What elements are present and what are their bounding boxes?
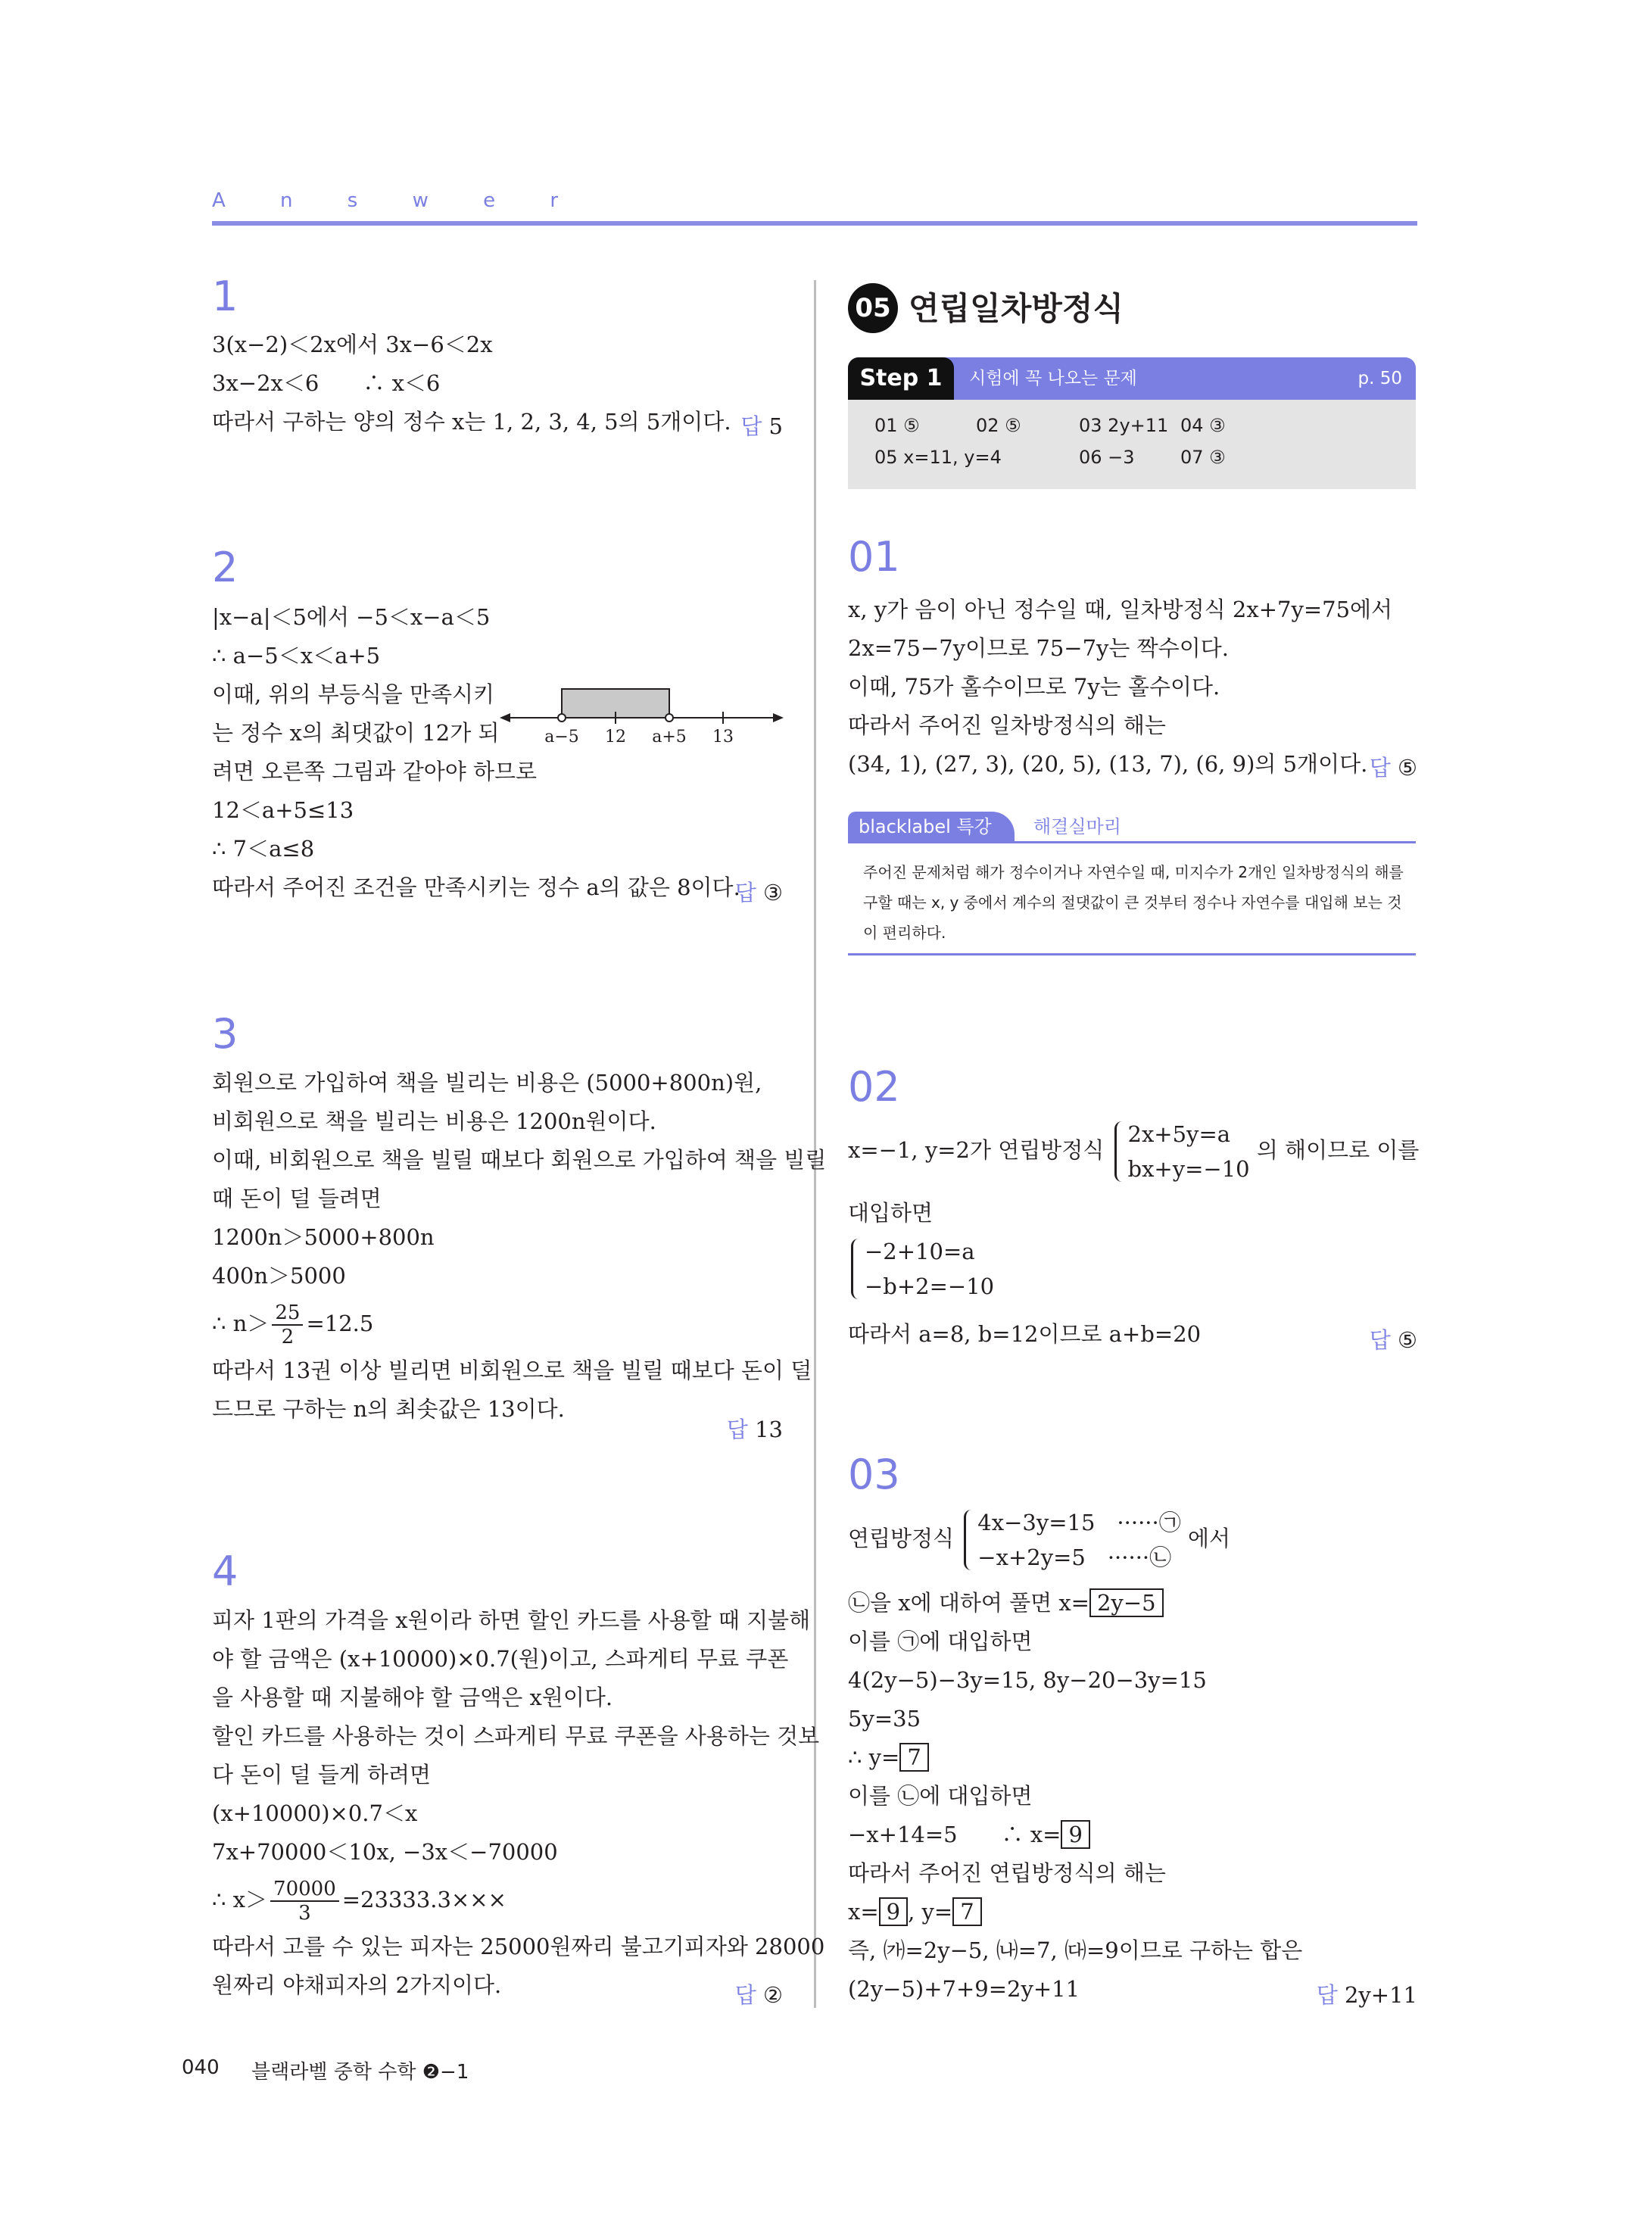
q3-line: 따라서 13권 이상 빌리면 비회원으로 책을 빌릴 때보다 돈이 덜 (212, 1358, 812, 1383)
p03-line: 5y=35 (848, 1706, 921, 1732)
q3-frac-denominator: 2 (281, 1326, 295, 1348)
p03-eq2: −x+2y=5 ······㉡ (977, 1545, 1172, 1570)
label-12: 12 (605, 728, 626, 746)
q4-line: 야 할 금액은 (x+10000)×0.7(원)이고, 스파게티 무료 쿠폰 (212, 1646, 789, 1672)
q4-frac-suffix: =23333.3××× (341, 1887, 507, 1912)
answer-value: ⑤ (1398, 755, 1417, 781)
question-number-1: 1 (212, 273, 238, 320)
q2-line: ∴ 7＜a≤8 (212, 836, 315, 862)
step-label: 시험에 꼭 나오는 문제 (969, 369, 1137, 388)
p03-line: 즉, ㈎=2y−5, ㈏=7, ㈐=9이므로 구하는 합은 (848, 1937, 1303, 1963)
blacklabel-text (863, 857, 1408, 948)
page-number: 040 (182, 2056, 220, 2079)
q2-solution (212, 598, 740, 907)
p03-line (848, 1738, 1302, 1777)
answer-key: 답 (1369, 1327, 1391, 1353)
q3-frac-numerator: 25 (272, 1301, 303, 1326)
answer-key: 답 (734, 880, 756, 906)
q3-line: 1200n＞5000+800n (212, 1224, 435, 1250)
p03-answer (1317, 1978, 1417, 2009)
p03-blank-3: 9 (1061, 1820, 1089, 1849)
p03-line: 따라서 주어진 연립방정식의 해는 (848, 1860, 1166, 1886)
q2-line: 려면 오른쪽 그림과 같아야 하므로 (212, 759, 538, 784)
q3-fraction-line (212, 1295, 826, 1351)
p02-pre: x=−1, y=2가 연립방정식 (848, 1137, 1105, 1163)
q3-line: 드므로 구하는 n의 최솟값은 13이다. (212, 1396, 565, 1422)
blacklabel-line: 주어진 문제처럼 해가 정수이거나 자연수일 때, 미지수가 2개인 일차방정식의 해를 (863, 863, 1404, 881)
p03-l1-text: ㉡을 x에 대하여 풀면 x= (848, 1590, 1089, 1616)
question-number-2: 2 (212, 544, 238, 591)
p01-answer (1370, 751, 1417, 782)
step-tab: Step 1 (848, 357, 954, 400)
p02-conclusion (848, 1315, 1201, 1354)
problem-number-03: 03 (848, 1451, 900, 1498)
p03-blank-4: 9 (879, 1897, 908, 1926)
answer-value: ⑤ (1398, 1327, 1417, 1353)
blacklabel-line: 구할 때는 x, y 중에서 계수의 절댓값이 큰 것부터 정수나 자연수를 대입해 보는 것 (863, 893, 1402, 912)
q4-solution (212, 1601, 824, 2005)
q4-fraction (270, 1878, 339, 1925)
p01-line: (34, 1), (27, 3), (20, 5), (13, 7), (6, 9)의 5개이다. (848, 751, 1368, 777)
q1-line: 3x−2x＜6 ∴ x＜6 (212, 370, 441, 396)
answer-key: 답 (734, 1982, 756, 2008)
answer-key: 답 (726, 1417, 748, 1442)
question-number-3: 3 (212, 1010, 238, 1058)
answer-value: ③ (763, 880, 783, 906)
blacklabel-bottom-rule (848, 953, 1416, 955)
q4-line: 을 사용할 때 지불해야 할 금액은 x원이다. (212, 1685, 613, 1710)
section-number-badge: 05 (848, 283, 898, 333)
p03-line (848, 1816, 1302, 1854)
right-arrow-icon (773, 713, 784, 722)
p01-line: 이때, 75가 홀수이므로 7y는 홀수이다. (848, 674, 1220, 700)
q2-line: 는 정수 x의 최댓값이 12가 되 (212, 720, 500, 746)
step-answer: 06 −3 (1079, 447, 1135, 468)
blacklabel-top-rule (848, 841, 1416, 843)
q4-line: 원짜리 야채피자의 2가지이다. (212, 1972, 502, 1998)
left-arrow-icon (500, 713, 510, 722)
q3-frac-suffix: =12.5 (306, 1311, 374, 1336)
q1-answer (740, 410, 783, 441)
q1-line: 따라서 구하는 양의 정수 x는 1, 2, 3, 4, 5의 5개이다. (212, 409, 731, 435)
p03-line: 이를 ㉠에 대입하면 (848, 1629, 1033, 1654)
q4-fraction-line (212, 1872, 824, 1928)
q4-line: 할인 카드를 사용하는 것이 스파게티 무료 쿠폰을 사용하는 것보 (212, 1723, 820, 1749)
q3-line: 회원으로 가입하여 책을 빌리는 비용은 (5000+800n)원, (212, 1070, 762, 1096)
p02-line: 대입하면 (848, 1200, 934, 1226)
q4-frac-prefix: ∴ x＞ (212, 1887, 268, 1912)
p03-system (961, 1505, 1180, 1575)
answer-value: ② (763, 1982, 783, 2008)
q3-answer (727, 1413, 783, 1444)
p02-post: 의 해이므로 이를 (1256, 1137, 1420, 1163)
q3-solution (212, 1064, 826, 1429)
q1-line: 3(x−2)＜2x에서 3x−6＜2x (212, 332, 493, 357)
label-13: 13 (712, 728, 734, 746)
p01-line: 따라서 주어진 일차방정식의 해는 (848, 712, 1166, 738)
q2-line: 이때, 위의 부등식을 만족시키 (212, 681, 495, 707)
answer-value: 2y+11 (1344, 1982, 1417, 2008)
p03-line: 4(2y−5)−3y=15, 8y−20−3y=15 (848, 1667, 1207, 1693)
step-answer: 07 ③ (1180, 447, 1226, 468)
q3-frac-prefix: ∴ n＞ (212, 1311, 270, 1336)
p03-solution (848, 1584, 1302, 2009)
p03-line: 이를 ㉡에 대입하면 (848, 1783, 1033, 1809)
q1-solution (212, 326, 731, 441)
blacklabel-tag: blacklabel 특강 (848, 812, 1015, 842)
number-line-figure (500, 678, 787, 746)
problem-number-01: 01 (848, 533, 900, 581)
q2-line: |x−a|＜5에서 −5＜x−a＜5 (212, 604, 491, 630)
p02-eq2: bx+y=−10 (1127, 1156, 1250, 1182)
p02-eq1: 2x+5y=a (1127, 1121, 1231, 1147)
q4-line: 7x+70000＜10x, −3x＜−70000 (212, 1839, 558, 1865)
blacklabel-line: 이 편리하다. (863, 924, 946, 942)
q2-line: 12＜a+5≤13 (212, 797, 354, 823)
q4-frac-denominator: 3 (298, 1902, 311, 1925)
q4-line: 다 돈이 덜 들게 하려면 (212, 1762, 431, 1788)
p02-system-b (848, 1234, 994, 1304)
q4-frac-numerator: 70000 (270, 1878, 339, 1902)
p02-answer (1370, 1323, 1417, 1354)
label-a-plus-5: a+5 (652, 728, 687, 746)
p03-eq1: 4x−3y=15 ······㉠ (977, 1510, 1181, 1535)
q4-line: (x+10000)×0.7＜x (212, 1800, 418, 1826)
open-endpoint-right (665, 714, 673, 722)
step-answer: 01 ⑤ (874, 415, 920, 436)
p02-system (1111, 1117, 1250, 1186)
q4-line: 따라서 고를 수 있는 피자는 25000원짜리 불고기피자와 28000 (212, 1934, 825, 1959)
step-answer: 03 2y+11 (1079, 415, 1169, 436)
p01-line: 2x=75−7y이므로 75−7y는 짝수이다. (848, 635, 1229, 661)
q4-line: 피자 1판의 가격을 x원이라 하면 할인 카드를 사용할 때 지불해 (212, 1607, 811, 1633)
p03-l5-text: ∴ y= (848, 1744, 900, 1770)
p02-eqb1: −2+10=a (865, 1239, 975, 1264)
p03-line (848, 1584, 1302, 1622)
p03-blank-2: 7 (899, 1743, 928, 1772)
answer-value: 13 (755, 1417, 783, 1442)
p01-solution (848, 591, 1392, 784)
step-page-ref: p. 50 (1357, 369, 1402, 388)
q2-answer (735, 876, 783, 907)
label-a-minus-5: a−5 (544, 728, 579, 746)
book-title: 블랙라벨 중학 수학 ❷−1 (251, 2061, 469, 2084)
blacklabel-subtitle: 해결실마리 (1033, 816, 1121, 837)
q2-line: 따라서 주어진 조건을 만족시키는 정수 a의 값은 8이다. (212, 874, 740, 900)
q3-line: 이때, 비회원으로 책을 빌릴 때보다 회원으로 가입하여 책을 빌릴 (212, 1147, 827, 1173)
header-answer-label: A n s w e r (212, 189, 583, 212)
answer-key: 답 (1316, 1982, 1338, 2008)
p02-eqb2: −b+2=−10 (865, 1273, 995, 1299)
q4-answer (735, 1978, 783, 2009)
q3-fraction (272, 1301, 303, 1348)
open-endpoint-left (558, 714, 566, 722)
q3-line: 비회원으로 책을 빌리는 비용은 1200n원이다. (212, 1108, 656, 1134)
p03-line: (2y−5)+7+9=2y+11 (848, 1976, 1080, 2002)
p01-line: x, y가 음이 아닌 정수일 때, 일차방정식 2x+7y=75에서 (848, 597, 1393, 622)
header-rule (212, 221, 1417, 226)
step-answer-panel (848, 400, 1416, 489)
answer-key: 답 (1369, 755, 1391, 781)
p02-system-substituted (848, 1234, 994, 1304)
step-answer: 05 x=11, y=4 (874, 447, 1002, 468)
p03-post: 에서 (1187, 1526, 1230, 1551)
p03-pre: 연립방정식 (848, 1526, 955, 1551)
answer-value: 5 (768, 413, 783, 439)
p02-system-line (848, 1117, 1419, 1186)
q3-line: 때 돈이 덜 들려면 (212, 1186, 382, 1211)
p03-l9-x: x= (848, 1899, 879, 1925)
p03-blank-5: 7 (952, 1897, 981, 1926)
step-answer: 02 ⑤ (976, 415, 1021, 436)
p02-line: 따라서 a=8, b=12이므로 a+b=20 (848, 1321, 1202, 1347)
q2-line: ∴ a−5＜x＜a+5 (212, 643, 381, 669)
step-answer: 04 ③ (1180, 415, 1226, 436)
p02-solution (848, 1194, 933, 1233)
p03-l9-y: , y= (908, 1899, 953, 1925)
answer-key: 답 (740, 413, 762, 439)
p03-blank-1: 2y−5 (1089, 1588, 1164, 1617)
p03-system-line (848, 1505, 1230, 1575)
problem-number-02: 02 (848, 1063, 900, 1111)
q3-line: 400n＞5000 (212, 1263, 346, 1289)
question-number-4: 4 (212, 1548, 238, 1595)
p03-l7-text: −x+14=5 ∴ x= (848, 1822, 1061, 1847)
p03-line (848, 1893, 1302, 1931)
section-title: 연립일차방정식 (909, 290, 1124, 327)
